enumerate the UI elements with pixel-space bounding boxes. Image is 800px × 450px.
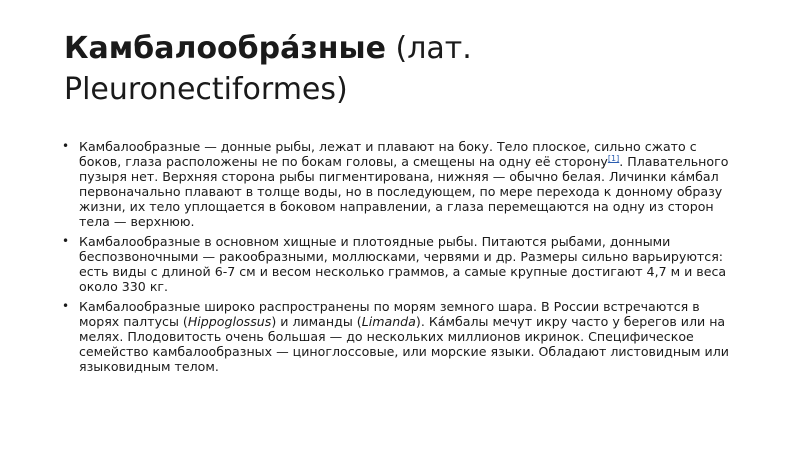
genus-hippoglossus: Hippoglossus bbox=[187, 314, 272, 329]
bullet-icon: • bbox=[62, 139, 70, 153]
title-bold: Камбалообра́зные bbox=[64, 31, 386, 66]
bullet-icon: • bbox=[62, 234, 70, 248]
list-item bbox=[62, 234, 730, 294]
list-item bbox=[62, 299, 730, 374]
genus-limanda: Limanda bbox=[361, 314, 416, 329]
paragraph-3-text-a: Камбалообразные широко распространены по морям земного шара. В России встречаются в морях палтусы ( bbox=[79, 299, 700, 329]
bullet-list bbox=[62, 139, 730, 379]
paragraph-2-text: Камбалообразные в основном хищные и плотоядные рыбы. Питаются рыбами, донными беспозвоночными — ракообразными, моллюсками, червями и др. Размеры сильно варьируются: есть виды с длиной 6-7 см и весом несколько граммов, а самые крупные достигают 4,7 м и веса около 330 кг. bbox=[79, 234, 727, 294]
list-item bbox=[62, 139, 730, 229]
reference-link[interactable]: [1] bbox=[607, 153, 620, 163]
paragraph-1-text-a: Камбалообразные — донные рыбы, лежат и плавают на боку. Тело плоское, сильно сжато с боков, глаза расположены не по бокам головы, а смещены на одну её сторону bbox=[79, 139, 697, 169]
paragraph-1-text-b: . Плавательного пузыря нет. Верхняя сторона рыбы пигментирована, нижняя — обычно белая. Личинки ка́мбал первоначально плавают в толще воды, но в последующем, по мере перехода к донному образу жизни, их тело уплощается в боковом направлении, а глаза перемещаются на одну из сторон тела — верхнюю. bbox=[79, 154, 729, 229]
page-title bbox=[64, 28, 754, 110]
paragraph-3-text-b: ) и лиманды ( bbox=[271, 314, 362, 329]
bullet-icon: • bbox=[62, 299, 70, 313]
title-latin: (лат. Pleuronectiformes) bbox=[64, 31, 472, 107]
paragraph-3-text-c: ). Ка́мбалы мечут икру часто у берегов или на мелях. Плодовитость очень большая — до нескольких миллионов икринок. Специфическое семейство камбалообразных — циноглоссовые, или морские языки. Обладают листовидным или языковидным телом. bbox=[79, 314, 729, 374]
